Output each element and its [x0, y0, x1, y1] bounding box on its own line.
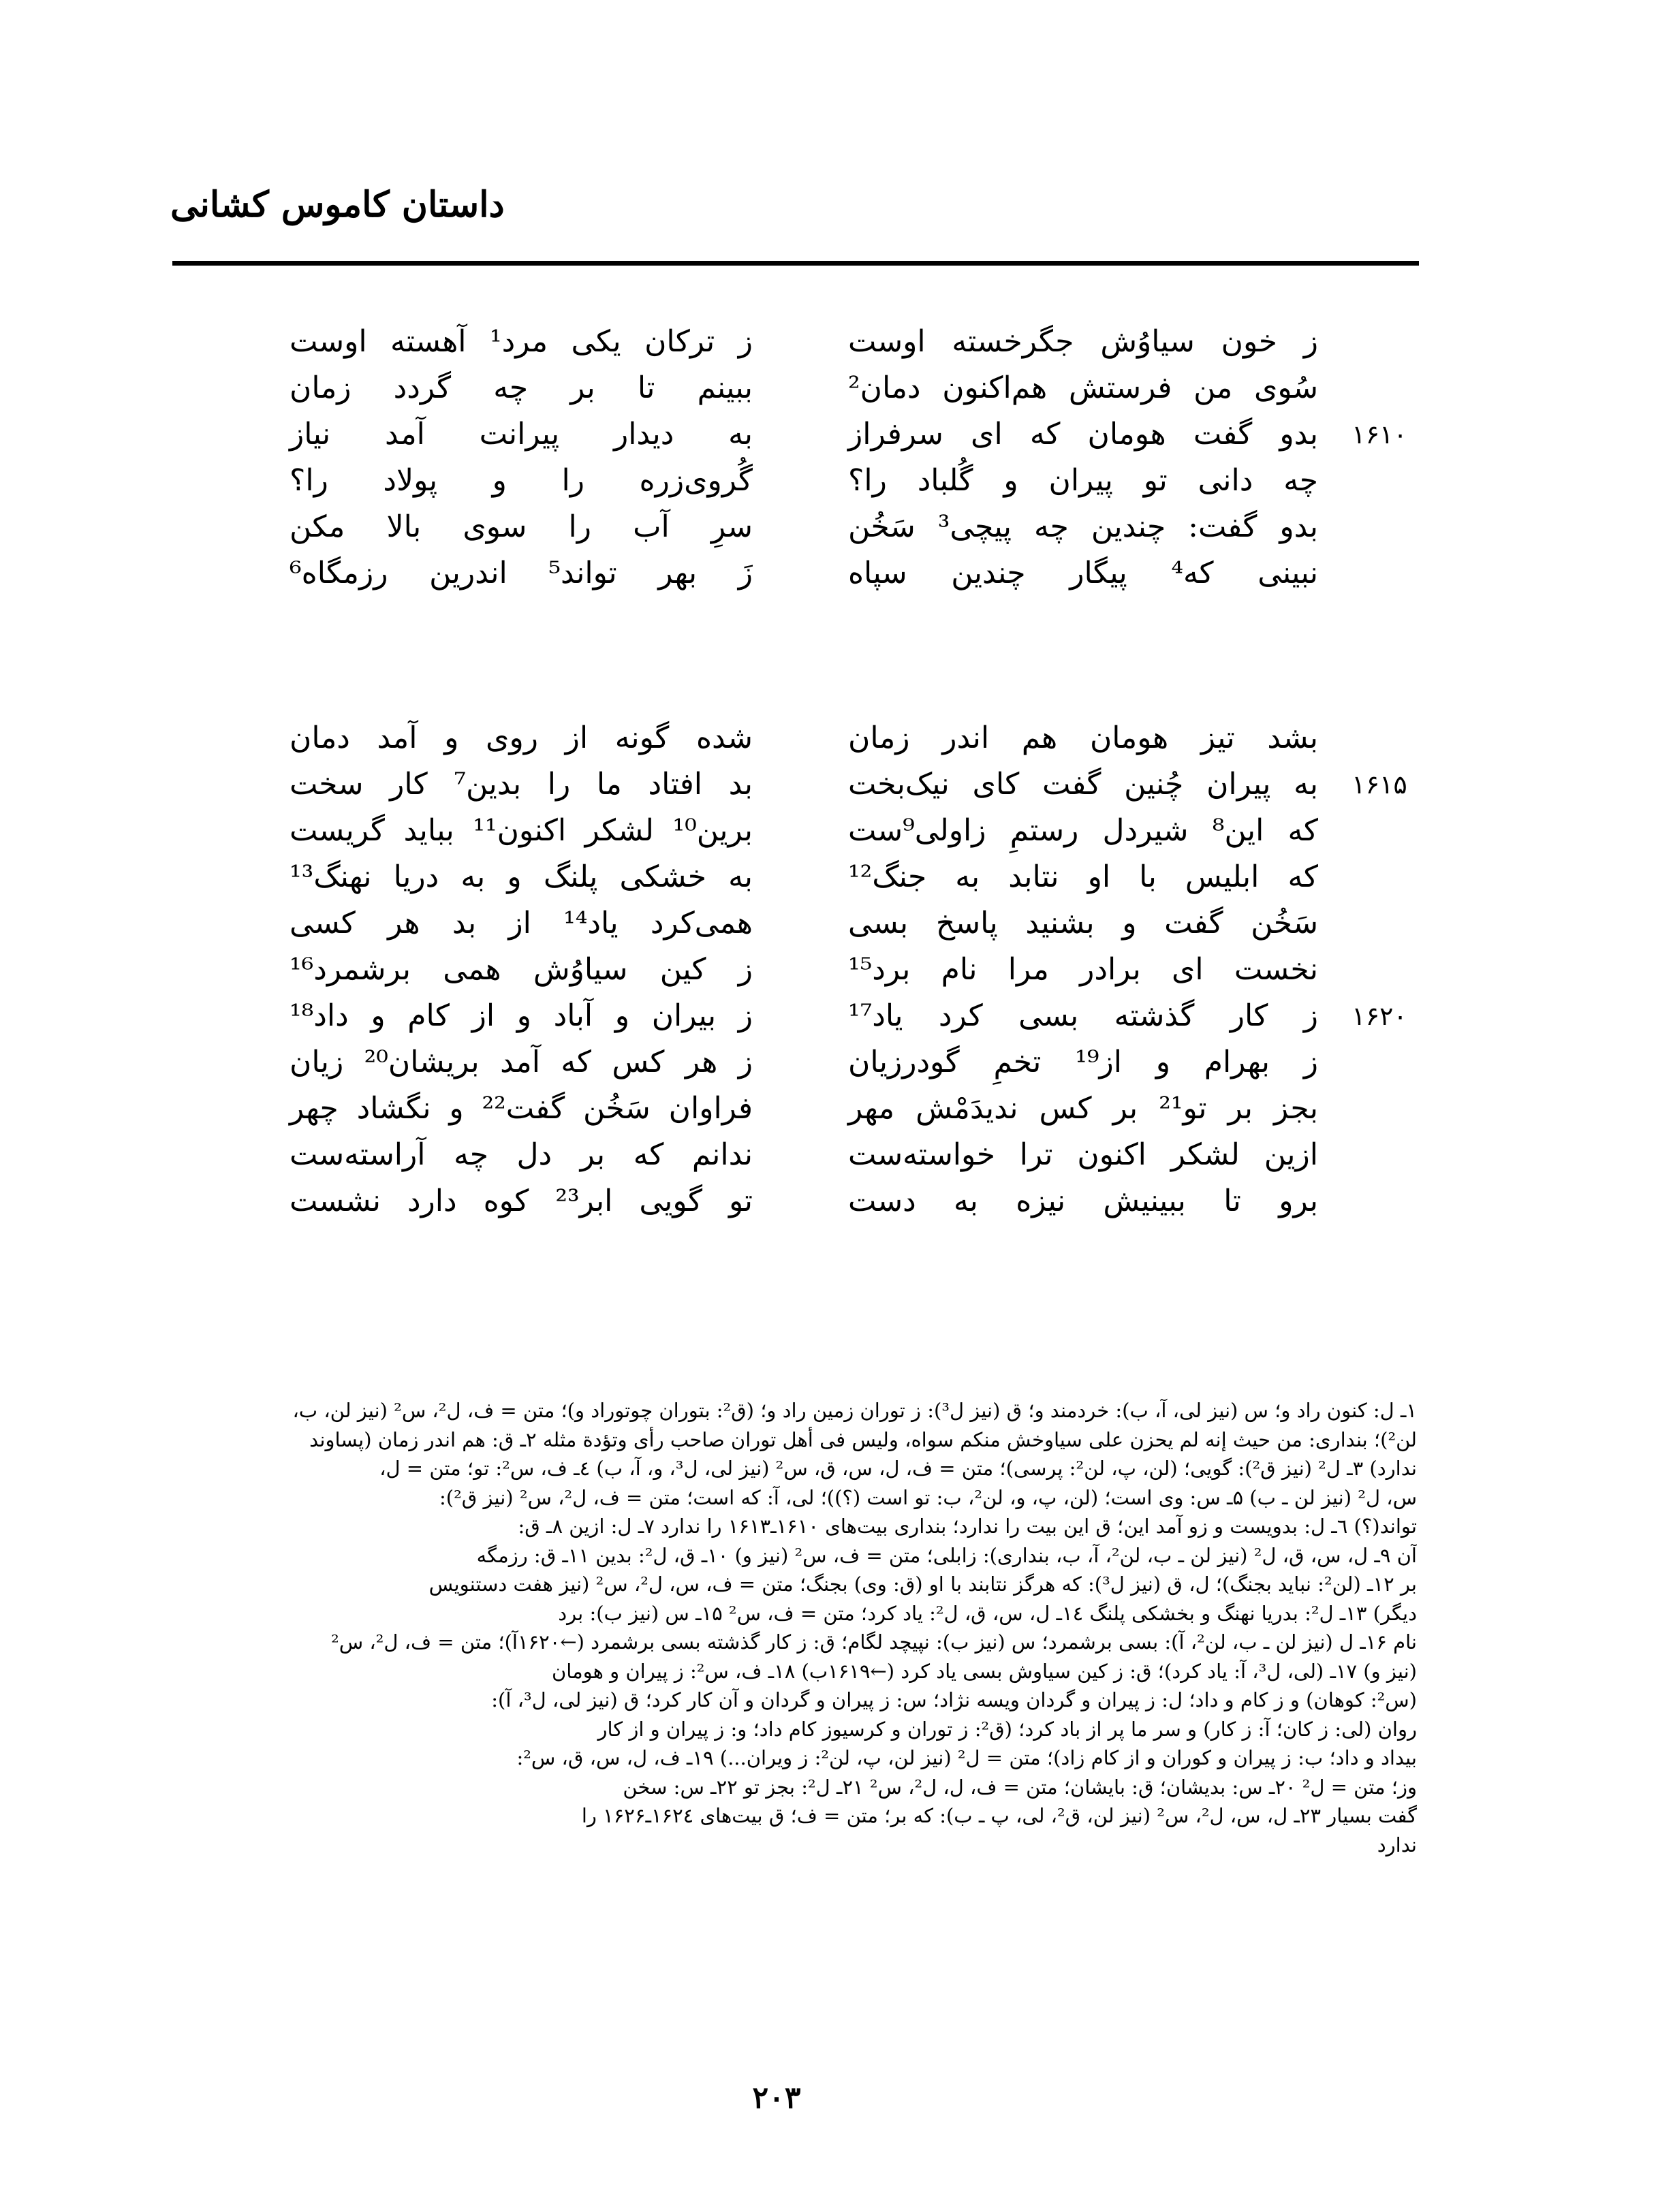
verse-row [259, 411, 1417, 458]
verse-row [259, 993, 1417, 1039]
hemistich-left: ببینم تا بر چه گردد زمان [290, 370, 753, 405]
hemistich-right: نبینی که⁴ پیگار چندین سپاه [848, 556, 1318, 590]
hemistich-left: ز هر کس که آمد بریشان²⁰ زیان [290, 1045, 753, 1079]
hemistich-left: ندانم که بر دل چه آراسته‌ست [290, 1137, 753, 1172]
hemistich-left: همی‌کرد یاد¹⁴ از بد هر کسی [290, 906, 753, 941]
verse-row [259, 458, 1417, 504]
verse-block-2 [259, 715, 1417, 1224]
verse-row [259, 715, 1417, 761]
hemistich-right: که این⁸ شیردل رستمِ زاولی⁹ست [848, 813, 1318, 848]
header-title-text: داستان کاموس کشانی [170, 184, 505, 225]
verse-row [259, 1132, 1417, 1178]
footnote-line: ندارد [1377, 1833, 1417, 1856]
hemistich-left: تو گویی ابر²³ کوه دارد نشست [290, 1184, 753, 1218]
footnote-line: (نیز و) ۱۷ـ (لی، ل³، آ: یاد کرد)؛ ق: ز کین سیاوش بسی یاد کرد (←۱۶۱۹ب) ۱۸ـ ف، س²: ز پیران و هومان [551, 1659, 1417, 1683]
hemistich-left: به خشکی پلنگ و به دریا نهنگ¹³ [290, 859, 753, 894]
verse-row [259, 365, 1417, 411]
verse-row [259, 319, 1417, 365]
hemistich-left: به دیدار پیرانت آمد نیاز [290, 417, 753, 452]
hemistich-left: سرِ آب را سوی بالا مکن [290, 509, 753, 544]
hemistich-right: چه دانی تو پیران و گُلباد را؟ [848, 463, 1318, 498]
verse-block-1 [259, 319, 1417, 597]
page-number: ۲۰۳ [752, 2081, 801, 2115]
hemistich-left: فراوان سَخُن گفت²² و نگشاد چهر [290, 1091, 753, 1126]
hemistich-right: که ابلیس با او نتابد به جنگ¹² [848, 859, 1318, 894]
hemistich-right: بدو گفت: چندین چه پیچی³ سَخُن [848, 509, 1318, 544]
hemistich-left: بد افتاد ما را بدین⁷ کار سخت [290, 767, 753, 802]
verse-row [259, 854, 1417, 900]
verse-row [259, 900, 1417, 947]
verse-number: ۱۶۱۵ [1352, 770, 1407, 800]
hemistich-right: نخست ای برادر مرا نام برد¹⁵ [848, 952, 1318, 987]
verse-row [259, 947, 1417, 993]
running-header-title [170, 184, 511, 225]
hemistich-right: به پیران چُنین گفت کای نیک‌بخت [848, 767, 1318, 802]
footnote-line: س، ل² (نیز لن ـ ب) ۵ـ س: وی است؛ (لن، پ، و، لن²، ب: تو است (؟))؛ لی، آ: که است؛ متن = ف، ل²، س² (نیز ق²): [439, 1485, 1417, 1509]
footnote-line: آن ۹ـ ل، س، ق، ل² (نیز لن ـ ب، لن²، آ، ب، بنداری): زابلی؛ متن = ف، س² (نیز و) ۱۰ـ ق، ل²: بدین ۱۱ـ ق: رزمگه [476, 1543, 1417, 1567]
hemistich-left: گُروی‌زره را و پولاد را؟ [290, 463, 753, 498]
hemistich-left: برین¹⁰ لشکر اکنون¹¹ بباید گریست [290, 813, 753, 848]
footnote-line: لن²)؛ بنداری: من حیث إنه لم یحزن علی سیاوخش منکم سواه، ولیس فی أهل توران صاحب رأی وتؤدة مثله ۲ـ ق: هم اندر زمان (پساوند [309, 1427, 1417, 1451]
verse-row [259, 808, 1417, 854]
footnote-line: دیگر) ۱۳ـ ل²: بدریا نهنگ و بخشکی پلنگ ۱٤ـ ل، س، ق، ل²: یاد کرد؛ متن = ف، س² ۱۵ـ س (نیز ب): برد [558, 1601, 1417, 1625]
footnote-line: روان (لی: ز کان؛ آ: ز کار) و سر ما پر از باد کرد؛ (ق²: ز توران و کرسیوز کام داد؛ و: ز پیران و از کار [597, 1717, 1417, 1741]
footnote-line: ندارد) ۳ـ ل² (نیز ق²): گویی؛ (لن، پ، لن²: پرسی)؛ متن = ف، ل، س، ق، س² (نیز لی، ل³، و، آ، ب) ٤ـ ف، س²: تو؛ متن = ل، [379, 1457, 1417, 1480]
hemistich-right: بشد تیز هومان هم اندر زمان [848, 721, 1318, 755]
verse-row [259, 1039, 1417, 1086]
hemistich-right: ز بهرام و از¹⁹ تخمِ گودرزیان [848, 1045, 1318, 1079]
footnote-line: ۱ـ ل: کنون راد و؛ س (نیز لی، آ، ب): خردمند و؛ ق (نیز ل³): ز توران زمین راد و؛ (ق²: بتوران چوتوراد و)؛ متن = ف، ل²، س² (نیز لن، ب، [292, 1399, 1417, 1422]
verse-row [259, 761, 1417, 808]
hemistich-left: ز بیران و آباد و از کام و داد¹⁸ [290, 998, 753, 1033]
hemistich-left: ز ترکان یکی مرد¹ آهسته اوست [290, 324, 753, 359]
hemistich-right: ز کار گذشته بسی کرد یاد¹⁷ [848, 998, 1318, 1033]
hemistich-right: سَخُن گفت و بشنید پاسخ بسی [848, 906, 1318, 941]
footnote-line: بر ۱۲ـ (لن²: نباید بجنگ)؛ ل، ق (نیز ل³): که هرگز نتابند با او (ق: وی) بجنگ؛ متن = ف، س، ل²، س² (نیز هفت دستنویس [428, 1573, 1417, 1596]
hemistich-right: ازین لشکر اکنون ترا خواسته‌ست [848, 1137, 1318, 1172]
verse-number: ۱۶۱۰ [1352, 420, 1407, 449]
hemistich-right: ز خون سیاوُش جگرخسته اوست [848, 324, 1318, 359]
verse-row [259, 550, 1417, 597]
footnotes-apparatus [136, 1396, 1417, 1859]
hemistich-right: برو تا ببینیش نیزه به دست [848, 1184, 1318, 1218]
footnote-line: تواند(؟) ٦ـ ل: بدویست و زو آمد این؛ ق این بیت را ندارد؛ بنداری بیت‌های ۱۶۱۰ـ۱۶۱۳ را ندارد ۷ـ ل: ازین ۸ـ ق: [518, 1515, 1417, 1538]
verse-row [259, 504, 1417, 550]
footnote-line: نام ۱۶ـ ل (نیز لن ـ ب، لن²، آ): بسی برشمرد؛ س (نیز ب): نپیچد لگام؛ ق: ز کار گذشته بسی برشمرد (←۱۶۲۰آ)؛ متن = ف، ل²، س² [331, 1630, 1417, 1654]
footnote-line: وز؛ متن = ل² ۲۰ـ س: بدیشان؛ ق: بایشان؛ متن = ف، ل، ل²، س² ۲۱ـ ل²: بجز تو ۲۲ـ س: سخن [623, 1775, 1417, 1799]
hemistich-right: بدو گفت هومان که ای سرفراز [848, 417, 1318, 452]
footnote-line: گفت بسیار ۲۳ـ ل، س، ل²، س² (نیز لن، ق²، لی، پ ـ ب): که بر؛ متن = ف؛ ق بیت‌های ۱۶۲٤ـ۱۶۲۶ را [581, 1804, 1417, 1827]
hemistich-right: بجز بر تو²¹ بر کس ندیدَمْش مهر [848, 1091, 1318, 1126]
verse-row [259, 1178, 1417, 1224]
hemistich-left: زَ بهر تواند⁵ اندرین رزمگاه⁶ [290, 556, 753, 590]
hemistich-left: شده گونه از روی و آمد دمان [290, 721, 753, 755]
header-rule [172, 261, 1419, 266]
hemistich-left: ز کین سیاوُش همی برشمرد¹⁶ [290, 952, 753, 987]
hemistich-right: سُوی من فرستش هم‌اکنون دمان² [848, 370, 1318, 405]
verse-row [259, 1086, 1417, 1132]
verse-number: ۱۶۲۰ [1352, 1001, 1407, 1031]
footnote-line: (س²: کوهان) و ز کام و داد؛ ل: ز پیران و گردان ویسه نژاد؛ س: ز پیران و گردان و آن کار کرد؛ ق (نیز لی، ل³، آ): [491, 1688, 1417, 1711]
footnote-line: بیداد و داد؛ ب: ز پیران و کوران و از کام زاد)؛ متن = ل² (نیز لن، پ، لن²: ز ویران...) ۱۹ـ ف، ل، س، ق، س²: [516, 1746, 1417, 1769]
